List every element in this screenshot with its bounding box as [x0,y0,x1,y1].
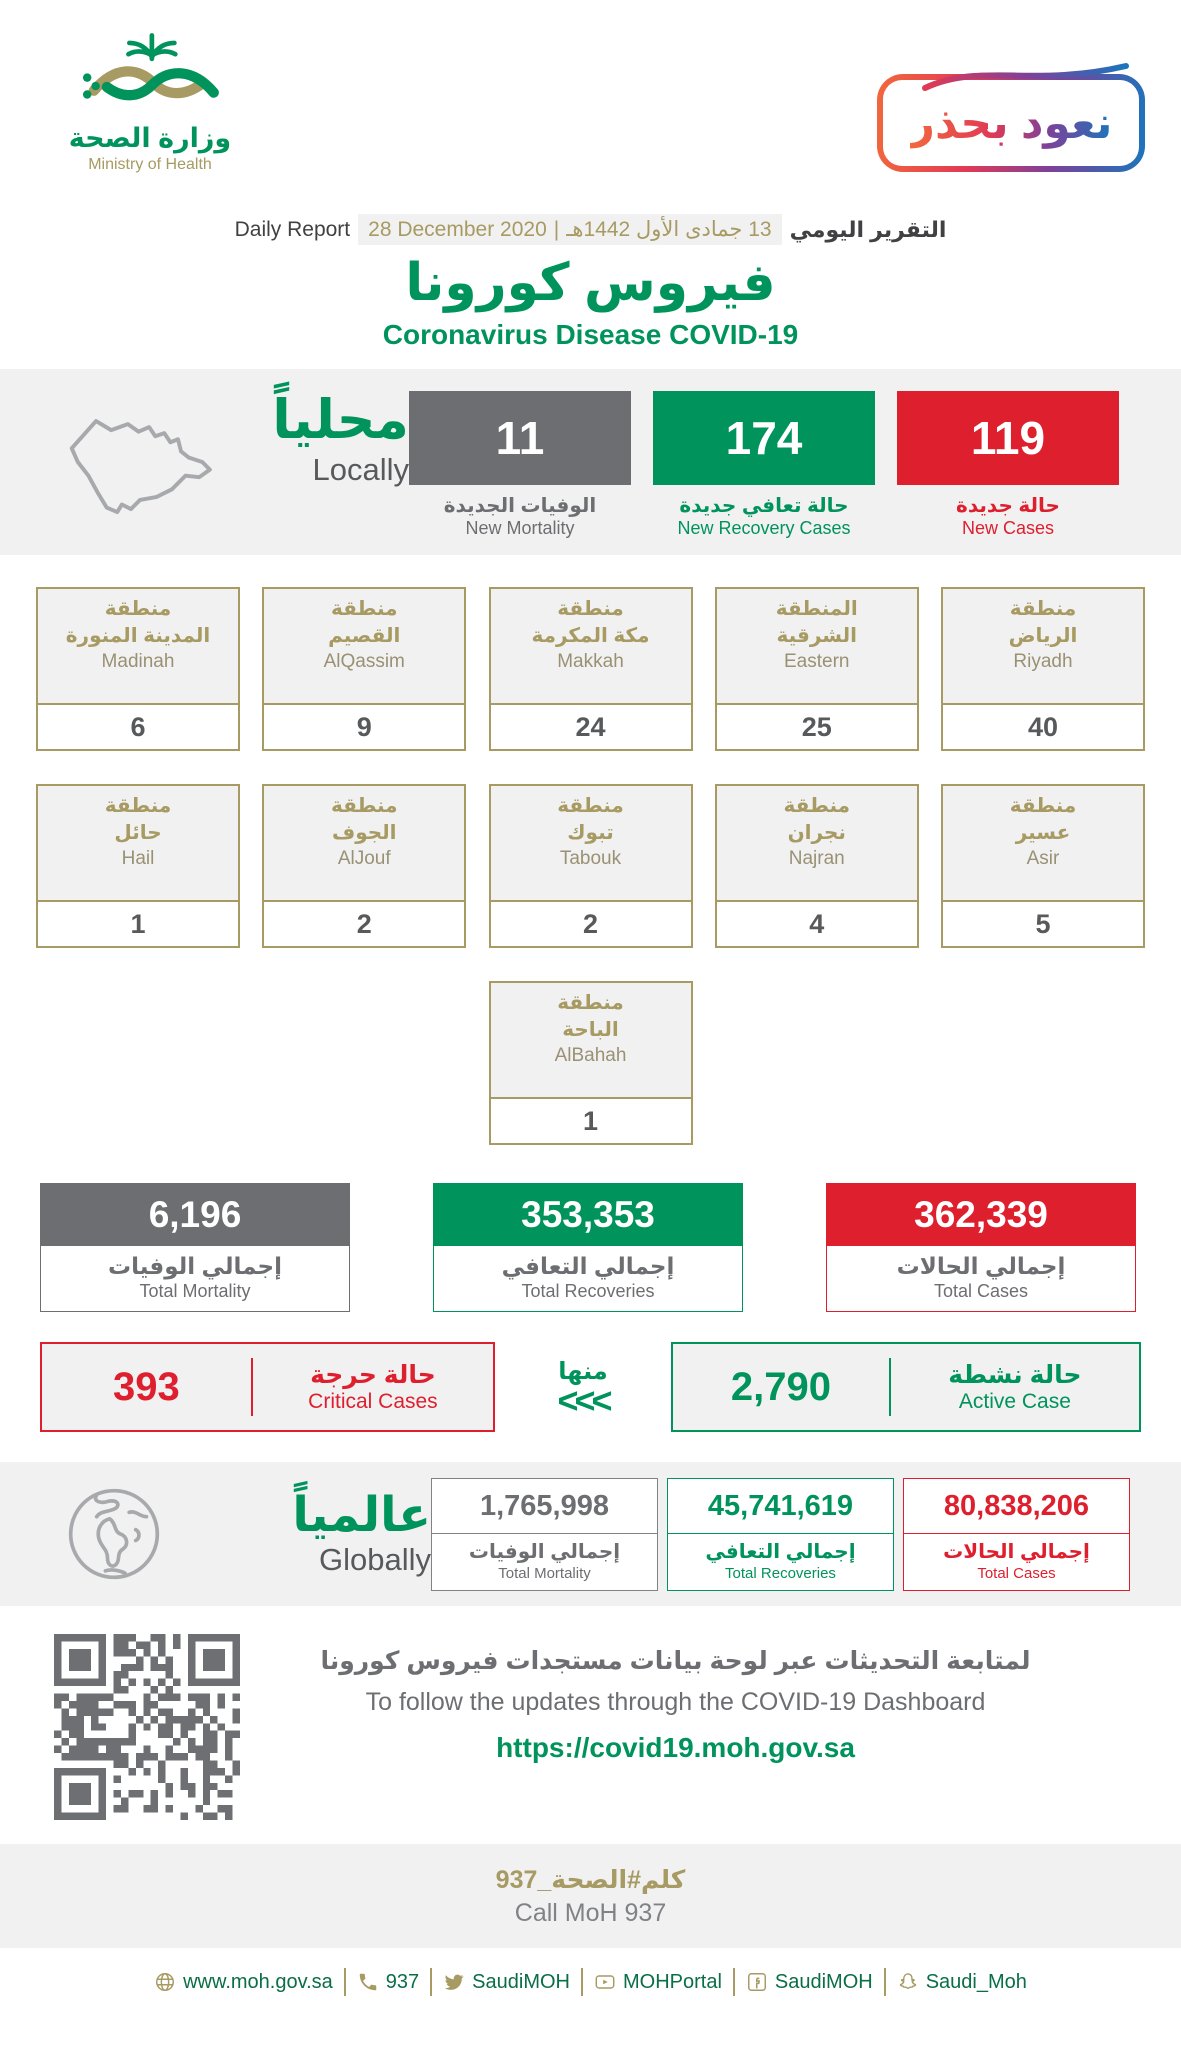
footer-item-label: www.moh.gov.sa [183,1970,333,1993]
region-name-en: Eastern [784,651,850,672]
dashboard-section [40,1634,1141,1820]
call-moh-strip [0,1844,1181,1948]
global-stat-box [903,1478,1130,1591]
region-name-ar-line2: الباحة [562,1019,619,1041]
active-cases-value: 2,790 [730,1364,831,1409]
global-stat-value: 45,741,619 [668,1479,893,1534]
page-title-arabic: فيروس كورونا [405,254,776,312]
footer-item[interactable] [735,1971,884,1994]
region-name-en: Riyadh [1013,651,1073,672]
footer-item-wrap [143,1968,346,1996]
region-name-en: Madinah [101,651,175,672]
critical-label-en: Critical Cases [308,1390,438,1413]
locally-heading-en: Locally [312,452,409,488]
region-header [264,589,464,705]
locally-section [0,369,1181,555]
region-name-ar-line2: المدينة المنورة [65,625,211,647]
global-stat-box [667,1478,894,1591]
region-new-cases-value: 40 [1027,711,1059,742]
locally-heading-ar: محلياً [272,390,409,450]
footer-item[interactable] [886,1971,1038,1994]
region-name-ar-line1: منطقة [330,795,398,817]
total-stat-box [40,1183,350,1312]
saudi-arabia-map-icon [52,387,222,537]
active-labels [891,1360,1139,1414]
badge-slogan: نعود بحذر [909,98,1113,148]
globally-section [0,1462,1181,1606]
globe-icon [154,1971,176,1993]
global-stat-label-ar: إجمالي التعافي [705,1540,856,1563]
region-name-ar-line2: الجوف [331,822,397,844]
footer-item[interactable] [432,1971,581,1994]
region-header [491,786,691,902]
report-date-gregorian: 28 December 2020 [368,217,547,241]
global-stat-label-en: Total Mortality [498,1564,591,1582]
region-header [943,589,1143,705]
critical-cases-value: 393 [113,1364,180,1409]
local-stat-label-ar: الوفيات الجديدة [443,495,597,517]
footer-item-label: SaudiMOH [774,1970,873,1993]
footer-item-wrap [735,1968,886,1996]
footer-item-label: Saudi_Moh [925,1970,1027,1993]
left-arrows-icon: <<< [557,1380,609,1422]
total-stat-label-ar: إجمالي الوفيات [108,1253,282,1279]
critical-label-ar: حالة حرجة [310,1361,436,1389]
regions-row-2 [36,784,1145,948]
region-name-en: Asir [1026,848,1060,869]
region-box [262,587,466,751]
region-name-en: Makkah [557,651,624,672]
badge-swoosh-icon [921,58,1131,92]
of-which-indicator [495,1357,671,1422]
local-stat [409,369,631,555]
daily-report-label-ar: التقرير اليومي [789,216,947,242]
facebook-icon [746,1971,768,1993]
region-new-cases-value: 5 [1035,908,1051,939]
header [0,0,1181,212]
critical-labels [253,1360,493,1414]
region-header [38,589,238,705]
youtube-icon [594,1971,616,1993]
region-name-en: Najran [788,848,845,869]
dashboard-text [240,1646,1141,1764]
region-new-cases-value: 6 [130,711,146,742]
footer-contacts [0,1968,1181,1996]
local-totals-row [40,1183,1136,1312]
snapchat-icon [897,1971,919,1993]
twitter-icon [443,1971,465,1993]
region-box [489,784,693,948]
regions-row-3 [36,981,1145,1145]
global-stat-label-en: Total Recoveries [725,1564,836,1582]
region-box [262,784,466,948]
total-stat-value: 353,353 [434,1184,742,1246]
local-stat-label-en: New Mortality [465,518,575,538]
local-stat-value: 11 [409,391,631,485]
active-label-en: Active Case [958,1390,1071,1413]
page-title-english: Coronavirus Disease COVID-19 [382,319,799,350]
critical-active-row [40,1342,1141,1432]
global-stat-label-ar: إجمالي الوفيات [468,1540,621,1563]
region-new-cases-value: 24 [575,711,606,742]
region-box [36,587,240,751]
region-new-cases-value: 9 [356,711,372,742]
region-box [489,587,693,751]
region-header [491,983,691,1099]
region-name-ar-line2: القصيم [328,625,401,647]
region-name-ar-line2: عسير [1015,822,1071,844]
total-stat-labels [434,1246,742,1311]
region-box [715,784,919,948]
region-name-ar-line1: منطقة [783,795,851,817]
total-stat-value: 6,196 [41,1184,349,1246]
call-label-en: Call MoH 937 [514,1898,667,1927]
footer-item[interactable] [346,1971,430,1994]
region-name-ar-line2: نجران [787,822,846,844]
total-stat-label-en: Total Recoveries [521,1281,655,1301]
of-which-label-ar: منها [558,1358,608,1386]
region-name-ar-line1: منطقة [557,598,624,620]
globally-heading-en: Globally [319,1542,431,1578]
region-name-ar-line2: الشرقية [776,625,858,647]
region-new-cases-value: 2 [582,908,599,939]
local-stat-value: 174 [653,391,875,485]
region-name-ar-line2: الرياض [1008,625,1078,647]
footer-item[interactable] [143,1971,344,1994]
regions-grid [0,587,1181,1145]
phone-icon [357,1971,379,1993]
region-name-ar-line1: منطقة [104,795,172,817]
total-stat-label-en: Total Mortality [139,1281,251,1301]
region-box [715,587,919,751]
region-name-en: AlJouf [337,848,391,869]
active-label-ar: حالة نشطة [948,1361,1082,1389]
report-date-highlight [358,214,781,245]
return-with-caution-badge [877,74,1145,172]
badge-inner [883,80,1139,166]
global-stat-value: 80,838,206 [904,1479,1129,1534]
globally-heading [166,1490,431,1579]
local-stat [653,369,875,555]
region-box [489,981,693,1145]
region-name-ar-line1: منطقة [1009,598,1077,620]
region-new-cases-value: 1 [130,908,146,939]
ministry-name-english: Ministry of Health [88,155,212,173]
footer-item-label: 937 [385,1970,420,1993]
total-stat-box [826,1183,1136,1312]
region-name-ar-line1: منطقة [557,795,624,817]
total-stat-label-en: Total Cases [933,1281,1029,1301]
call-hashtag-ar: كلم#الصحة_937 [495,1865,686,1894]
region-name-ar-line1: منطقة [330,598,398,620]
region-header [717,786,917,902]
footer-item-label: SaudiMOH [472,1970,570,1993]
region-header [717,589,917,705]
globe-icon [62,1482,166,1586]
region-new-cases-value: 25 [801,711,832,742]
region-name-en: Tabouk [559,848,622,869]
region-name-ar-line2: حائل [114,822,162,844]
total-stat-box [433,1183,743,1312]
region-name-ar-line1: منطقة [1009,795,1077,817]
global-stat-label-ar: إجمالي الحالات [943,1540,1090,1563]
local-stat-label-en: New Cases [961,518,1055,538]
active-cases-box [671,1342,1141,1432]
critical-cases-box [40,1342,495,1432]
region-name-en: AlBahah [554,1045,627,1066]
region-box [36,784,240,948]
locally-heading [222,391,409,555]
local-stat [897,369,1119,555]
region-new-cases-value: 4 [809,908,825,939]
footer-item-wrap [346,1968,432,1996]
local-stat-label-ar: حالة تعافي جديدة [679,495,849,517]
region-box [941,587,1145,751]
region-name-ar-line2: تبوك [567,822,614,844]
globally-heading-ar: عالمياً [292,1488,431,1542]
footer-item-wrap [583,1968,735,1996]
qr-code [54,1634,240,1820]
region-new-cases-value: 1 [582,1105,599,1136]
moh-palm-logo-icon [75,20,225,124]
total-stat-label-ar: إجمالي التعافي [501,1253,675,1279]
dashboard-line-en: To follow the updates through the COVID-19 Dashboard [365,1688,986,1716]
region-header [38,786,238,902]
region-header [491,589,691,705]
local-stat-label-en: New Recovery Cases [677,518,851,538]
local-stat-value: 119 [897,391,1119,485]
global-stat-box [431,1478,658,1591]
dashboard-line-ar: لمتابعة التحديثات عبر لوحة بيانات مستجدات فيروس كورونا [320,1647,1031,1675]
region-header [943,786,1143,902]
region-header [264,786,464,902]
local-stat-label-ar: حالة جديدة [956,495,1060,517]
footer-item-label: MOHPortal [622,1970,722,1993]
region-name-ar-line1: منطقة [104,598,172,620]
report-date-hijri: 13 جمادى الأول 1442هـ [566,218,772,241]
global-stat-label-en: Total Cases [977,1564,1056,1582]
ministry-name-arabic: وزارة الصحة [68,123,232,153]
dashboard-url-link[interactable]: https://covid19.moh.gov.sa [496,1732,855,1763]
report-date-line [0,214,1181,245]
footer-item-wrap [432,1968,583,1996]
footer-item[interactable] [583,1971,733,1994]
region-new-cases-value: 2 [356,908,372,939]
region-name-ar-line2: مكة المكرمة [531,625,650,647]
region-name-ar-line1: منطقة [557,992,624,1014]
report-date-separator: | [553,217,560,241]
region-box [941,784,1145,948]
daily-report-label-en: Daily Report [234,217,351,241]
moh-logo [55,20,245,174]
total-stat-labels [827,1246,1135,1311]
total-stat-value: 362,339 [827,1184,1135,1246]
global-stat-value: 1,765,998 [432,1479,657,1534]
region-name-en: Hail [121,848,155,869]
footer-item-wrap [886,1971,1038,1994]
total-stat-label-ar: إجمالي الحالات [896,1253,1066,1279]
region-name-ar-line1: المنطقة [775,598,858,620]
total-stat-labels [41,1246,349,1311]
regions-row-1 [36,587,1145,751]
region-name-en: AlQassim [323,651,405,672]
